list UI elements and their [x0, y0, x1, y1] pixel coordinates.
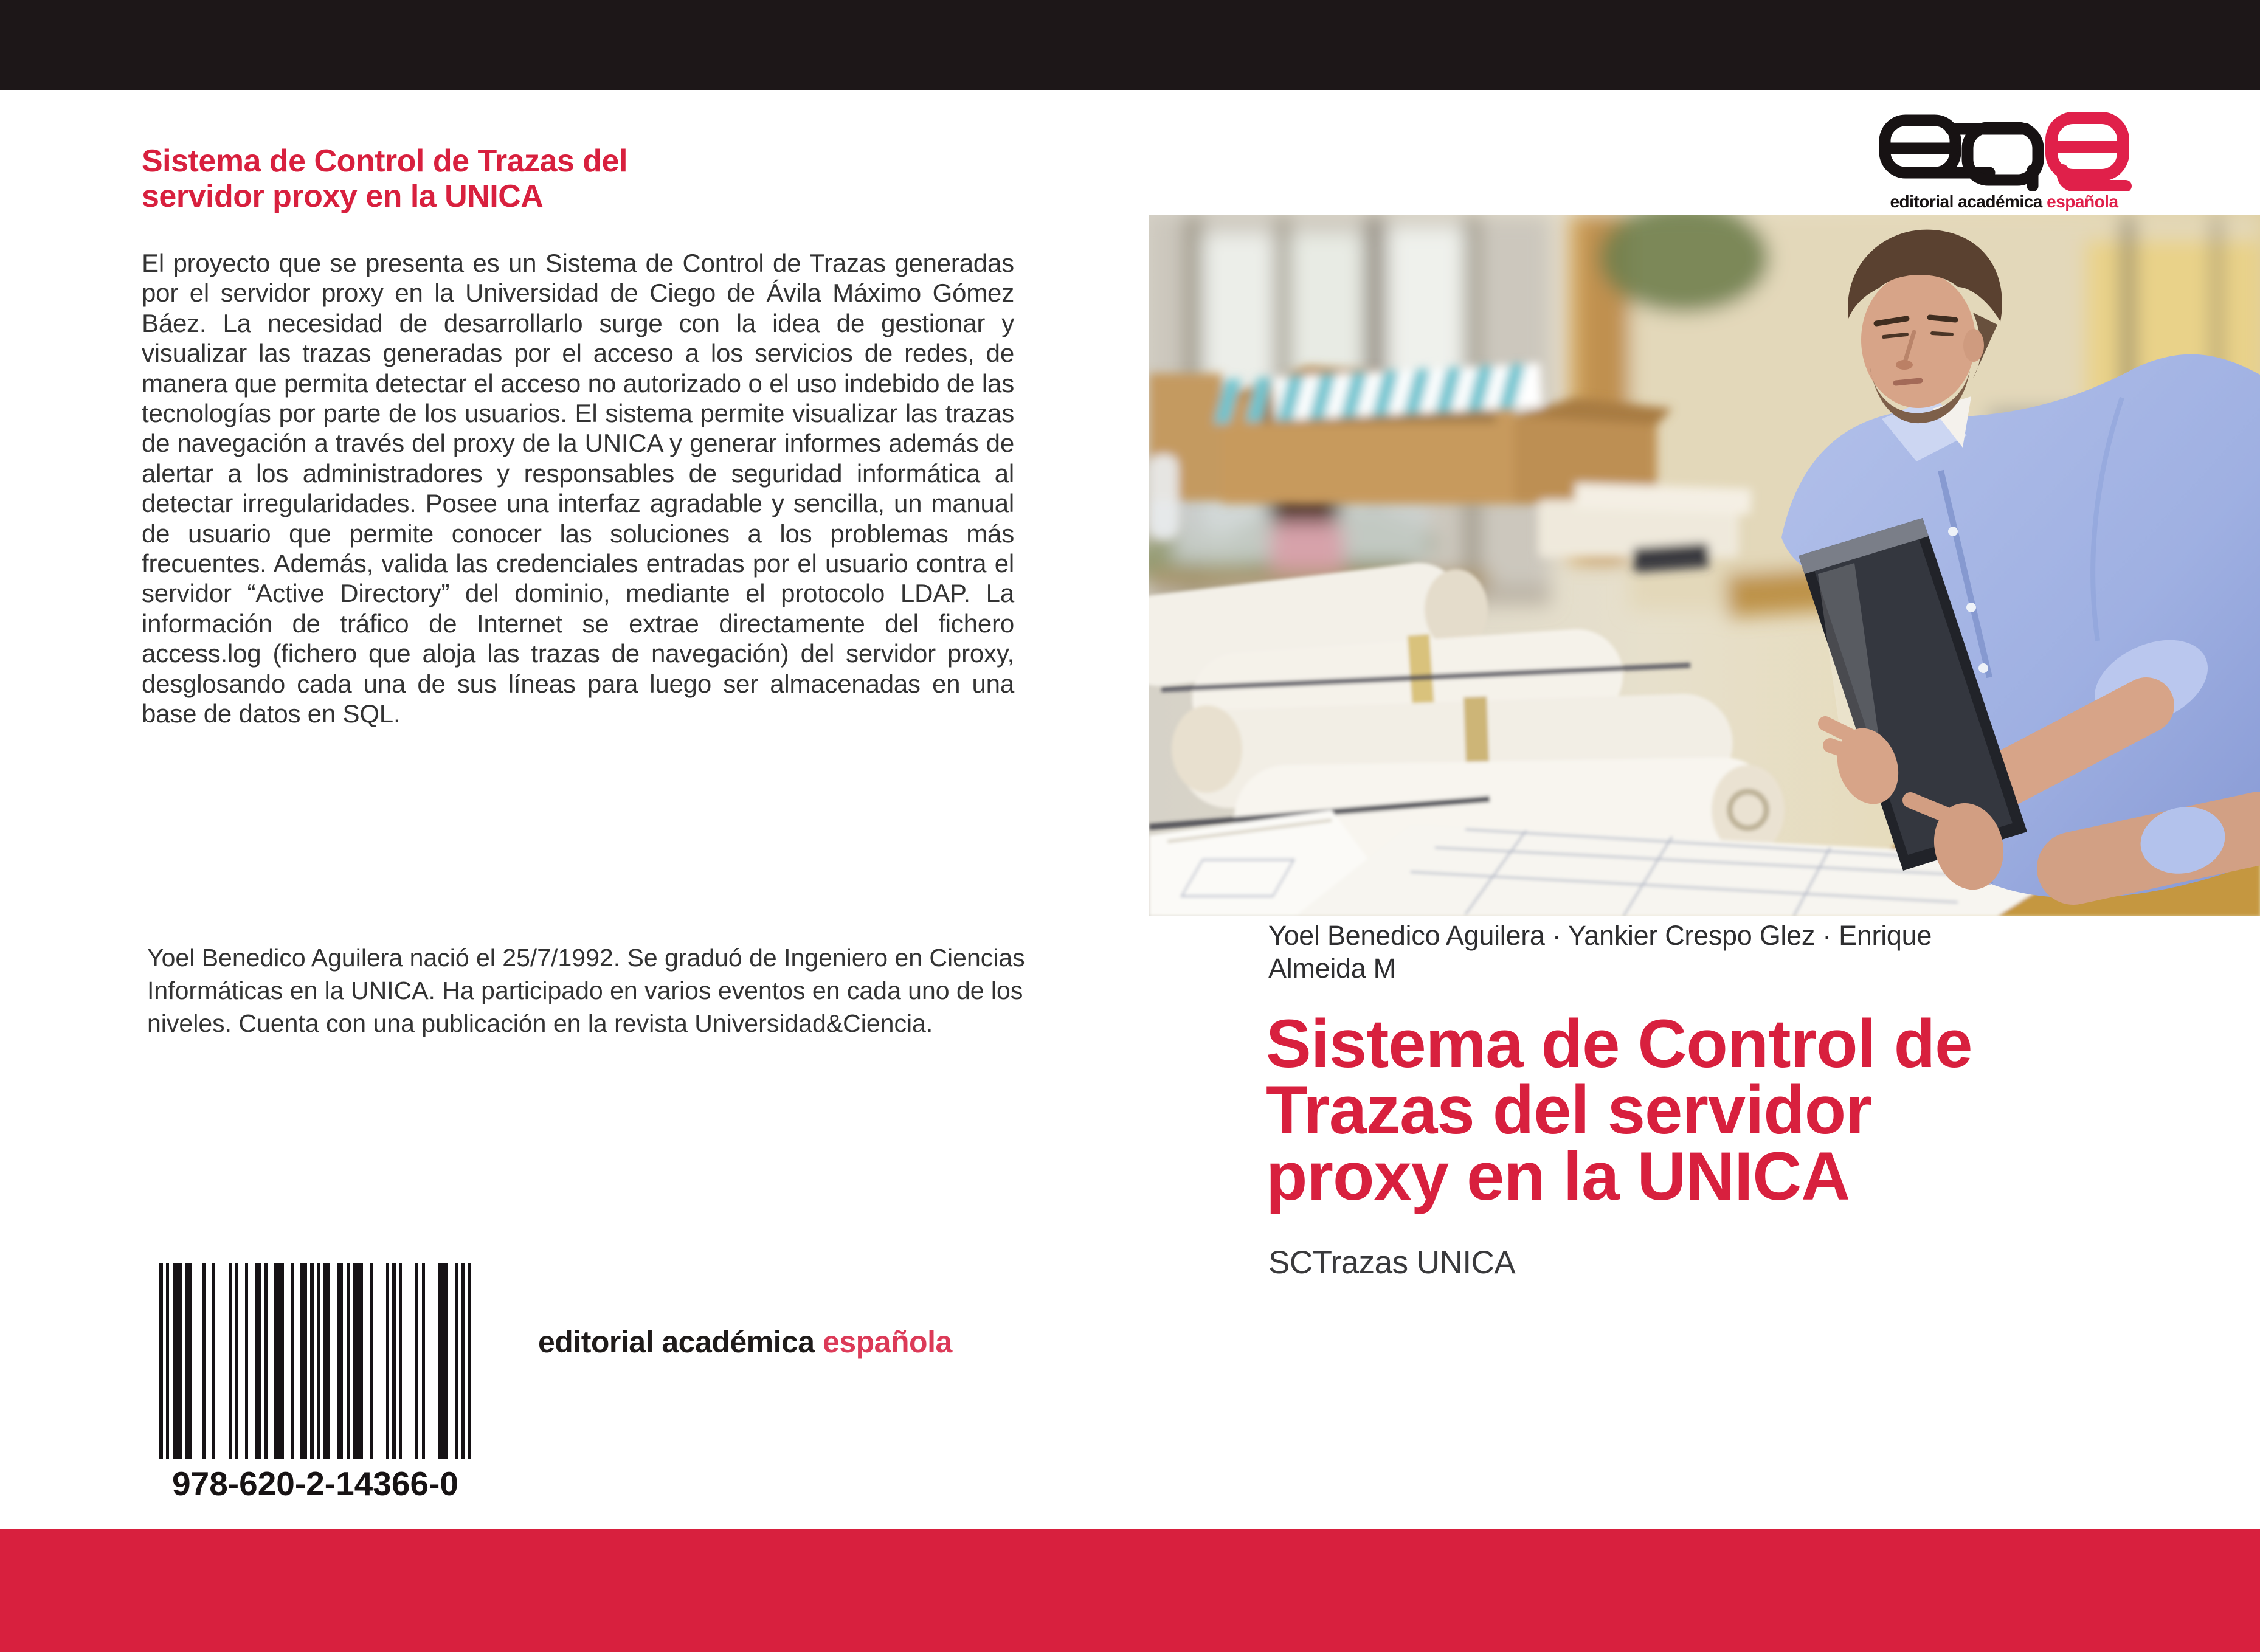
back-cover-description: El proyecto que se presenta es un Sistema de Control de Trazas generadas por el servidor proxy en la Universidad de Ciego de Ávila Máximo Gómez Báez. La necesidad de desarrollarlo surge con la idea de gestionar y visualizar las trazas generadas por el acceso a los servicios de redes, de manera que permita detectar el acceso no autorizado o el uso indebido de las tecnologías por parte de los usuarios. El sistema permite visualizar las trazas de navegación a través del proxy de la UNICA y generar informes además de alertar a los administradores y responsables de seguridad informática al detectar irregularidades. Posee una interfaz agradable y sencilla, un manual de usuario que permite conocer las soluciones a los problemas más frecuentes. Además, valida las credenciales entradas por el usuario contra el servidor “Active Directory” del dominio, mediante el protocolo LDAP. La información de tráfico de Internet se extrae directamente del fichero access.log (fichero que aloja las trazas de navegación) del servidor proxy, desglosando cada una de sus líneas para luego ser almacenadas en una base de datos en SQL. — [142, 249, 1014, 728]
barcode-gap — [215, 1263, 229, 1459]
back-cover-title-line2: servidor proxy en la UNICA — [142, 179, 544, 214]
barcode-gap — [373, 1263, 386, 1459]
cover-photo — [1149, 215, 2260, 916]
front-authors-line1: Yoel Benedico Aguilera · Yankier Crespo Glez · Enrique — [1268, 920, 1932, 951]
barcode-bar — [173, 1263, 182, 1459]
front-title-line1: Sistema de Control de — [1266, 1006, 1972, 1082]
barcode-gap — [363, 1263, 370, 1459]
barcode-bar — [438, 1263, 448, 1459]
publisher-name-red: española — [823, 1325, 952, 1359]
barcode-bar — [337, 1263, 344, 1459]
barcode-bar — [353, 1263, 363, 1459]
bottom-red-bar — [0, 1529, 2260, 1652]
front-authors-line2: Almeida M — [1268, 953, 1396, 984]
logo-caption-black: editorial académica — [1890, 192, 2047, 211]
barcode-bar — [255, 1263, 261, 1459]
back-cover-title — [142, 143, 932, 214]
barcode-gap — [294, 1263, 300, 1459]
barcode-gap — [248, 1263, 255, 1459]
publisher-name-front — [1864, 192, 2144, 212]
barcode-gap — [448, 1263, 455, 1459]
barcode-gap — [402, 1263, 415, 1459]
barcode-bar — [468, 1263, 471, 1459]
back-cover-title-line1: Sistema de Control de Trazas del — [142, 143, 627, 179]
barcode-bar — [323, 1263, 330, 1459]
author-bio: Yoel Benedico Aguilera nació el 25/7/1992. Se graduó de Ingeniero en Ciencias Informáticas en la UNICA. Ha participado en varios eventos en cada uno de los niveles. Cuenta con una publicación en la revista Universidad&Ciencia. — [147, 944, 1025, 1037]
barcode-gap — [284, 1263, 291, 1459]
top-black-bar — [0, 0, 2260, 90]
front-title — [1266, 1006, 2214, 1214]
barcode-bar — [300, 1263, 307, 1459]
front-title-line2: Trazas del servidor — [1266, 1072, 1871, 1148]
barcode — [159, 1263, 471, 1459]
isbn-number: 978-620-2-14366-0 — [172, 1465, 458, 1502]
barcode-bar — [185, 1263, 192, 1459]
front-authors — [1268, 919, 2241, 985]
front-title-line3: proxy en la UNICA — [1266, 1138, 1850, 1214]
barcode-bar — [274, 1263, 284, 1459]
publisher-name-black: editorial académica — [538, 1325, 823, 1359]
barcode-block — [159, 1263, 471, 1503]
eae-publisher-logo-icon — [1876, 112, 2132, 191]
logo-caption-red: española — [2047, 192, 2118, 211]
barcode-gap — [330, 1263, 337, 1459]
publisher-name-back — [538, 1324, 952, 1360]
front-subtitle: SCTrazas UNICA — [1268, 1245, 1516, 1280]
barcode-gap — [238, 1263, 245, 1459]
barcode-gap — [425, 1263, 438, 1459]
barcode-gap — [192, 1263, 202, 1459]
barcode-gap — [268, 1263, 274, 1459]
barcode-gap — [206, 1263, 212, 1459]
